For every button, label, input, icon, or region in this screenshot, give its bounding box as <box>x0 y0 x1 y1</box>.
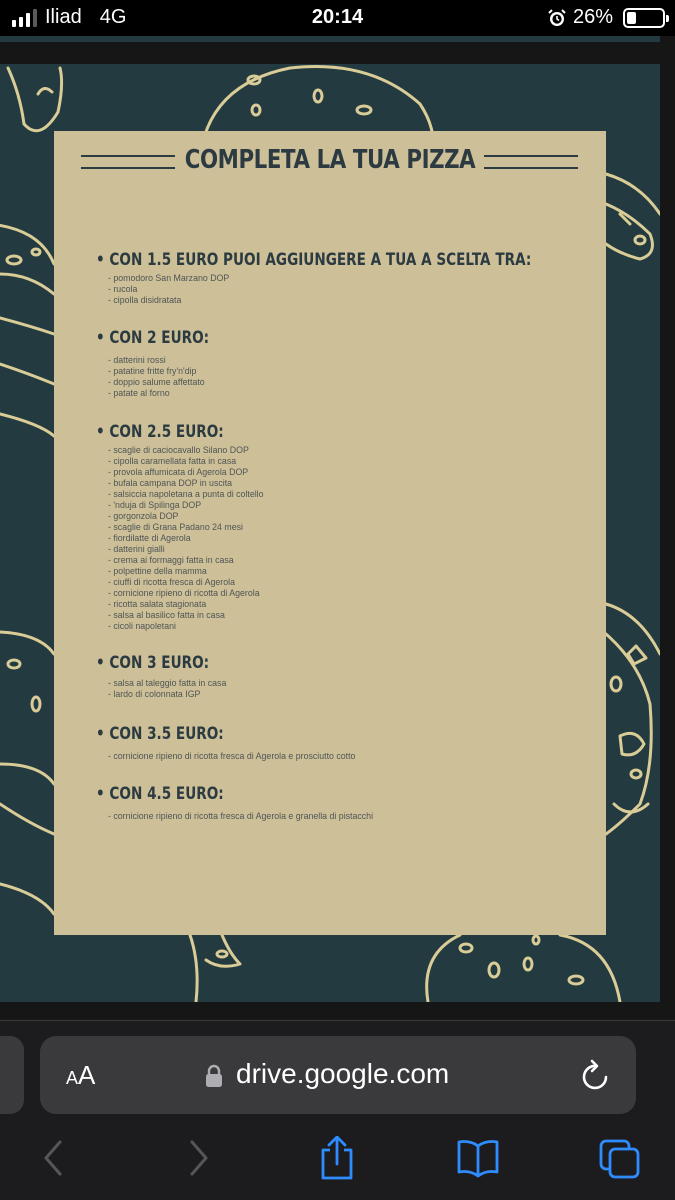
topping-list <box>96 678 596 700</box>
topping-list <box>96 811 596 822</box>
carrier-name: Iliad <box>45 6 82 28</box>
network-type: 4G <box>99 6 127 28</box>
pizza-extras-card <box>54 131 606 935</box>
list-item: - provola affumicata di Agerola DOP <box>108 467 249 477</box>
lock-icon <box>205 1064 223 1088</box>
list-item: - cornicione ripieno di ricotta fresca di Agerola e prosciutto cotto <box>108 751 356 761</box>
price-section-2 <box>96 327 596 399</box>
previous-tab-preview[interactable] <box>0 1036 24 1114</box>
reload-icon[interactable] <box>580 1058 612 1092</box>
list-item: - datterini rossi <box>108 355 166 365</box>
section-heading: • CON 3.5 EURO: <box>96 724 224 744</box>
list-item: - salsa al taleggio fatta in casa <box>108 678 227 688</box>
list-item: - pomodoro San Marzano DOP <box>108 273 230 283</box>
page-title: COMPLETA LA TUA PIZZA <box>184 145 476 175</box>
chevron-left-icon[interactable] <box>32 1136 76 1180</box>
text-size-small-a: A <box>66 1068 79 1088</box>
list-item: - scaglie di Grana Padano 24 mesi <box>108 522 243 532</box>
list-item: - ricotta salata stagionata <box>108 599 207 609</box>
topping-list <box>96 751 596 762</box>
list-item: - patate al forno <box>108 388 170 398</box>
toolbar-divider <box>0 1020 675 1021</box>
previous-page-edge <box>0 36 660 42</box>
list-item: - cipolla disidratata <box>108 295 182 305</box>
list-item: - fiordilatte di Agerola <box>108 533 191 543</box>
share-icon[interactable] <box>315 1136 359 1180</box>
browser-toolbar <box>0 1136 675 1192</box>
tabs-icon[interactable] <box>598 1136 642 1180</box>
status-right <box>547 6 665 29</box>
section-heading: • CON 3 EURO: <box>96 653 210 673</box>
section-heading: • CON 1.5 EURO PUOI AGGIUNGERE A TUA A SCELTA TRA: <box>96 250 532 270</box>
section-heading: • CON 4.5 EURO: <box>96 784 224 804</box>
list-item: - bufala campana DOP in uscita <box>108 478 233 488</box>
list-item: - cornicione ripieno di ricotta di Agerola <box>108 588 260 598</box>
price-section-1-5 <box>96 249 596 306</box>
list-item: - rucola <box>108 284 138 294</box>
chevron-right-icon[interactable] <box>176 1136 220 1180</box>
title-row <box>54 145 606 181</box>
section-heading: • CON 2 EURO: <box>96 328 210 348</box>
document-page[interactable] <box>0 64 660 1002</box>
price-section-3 <box>96 652 596 700</box>
list-item: - salsa al basilico fatta in casa <box>108 610 225 620</box>
status-bar <box>0 0 675 36</box>
topping-list <box>96 355 596 399</box>
list-item: - salsiccia napoletana a punta di coltello <box>108 489 264 499</box>
url-text[interactable]: drive.google.com <box>236 1058 450 1089</box>
list-item: - crema ai formaggi fatta in casa <box>108 555 234 565</box>
book-icon[interactable] <box>456 1136 500 1180</box>
list-item: - scaglie di caciocavallo Silano DOP <box>108 445 249 455</box>
list-item: - doppio salume affettato <box>108 377 205 387</box>
list-item: - cornicione ripieno di ricotta fresca di Agerola e granella di pistacchi <box>108 811 374 821</box>
list-item: - ciuffi di ricotta fresca di Agerola <box>108 577 235 587</box>
title-rule-right <box>484 155 578 169</box>
battery-icon <box>623 8 665 28</box>
topping-list <box>96 445 596 632</box>
list-item: - lardo di colonnata IGP <box>108 689 201 699</box>
list-item: - gorgonzola DOP <box>108 511 179 521</box>
price-section-4-5 <box>96 783 596 822</box>
topping-list <box>96 273 596 306</box>
list-item: - patatine fritte fry'n'dip <box>108 366 197 376</box>
list-item: - 'nduja di Spilinga DOP <box>108 500 202 510</box>
battery-level-fill <box>627 12 636 24</box>
list-item: - cipolla caramellata fatta in casa <box>108 456 237 466</box>
list-item: - polpettine della mamma <box>108 566 207 576</box>
price-section-2-5 <box>96 421 596 632</box>
text-size-button[interactable] <box>66 1060 95 1091</box>
list-item: - cicoli napoletani <box>108 621 176 631</box>
alarm-clock-icon <box>547 8 567 28</box>
list-item: - datterini gialli <box>108 544 165 554</box>
battery-percentage: 26% <box>572 6 613 28</box>
address-bar[interactable] <box>40 1036 636 1114</box>
price-section-3-5 <box>96 723 596 762</box>
section-heading: • CON 2.5 EURO: <box>96 422 224 442</box>
text-size-large-a: A <box>78 1060 96 1090</box>
browser-bottom-bar <box>0 1020 675 1200</box>
web-viewport[interactable] <box>0 36 675 1020</box>
clock: 20:14 <box>311 6 364 28</box>
